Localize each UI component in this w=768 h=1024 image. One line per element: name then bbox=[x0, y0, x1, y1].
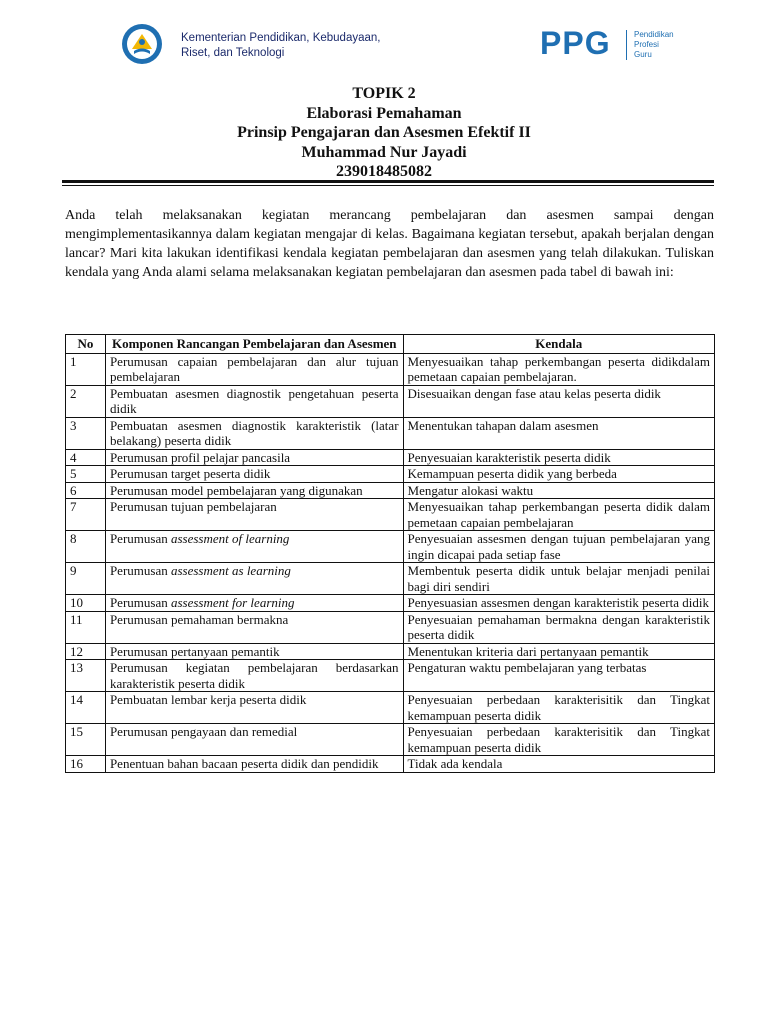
header-no: No bbox=[66, 335, 106, 354]
komponen-cell bbox=[105, 563, 403, 595]
kendala-table bbox=[65, 334, 715, 773]
table-row bbox=[66, 692, 715, 724]
kendala-cell: Pengaturan waktu pembelajaran yang terbatas bbox=[403, 660, 714, 692]
ppg-sub-line-2: Profesi bbox=[634, 40, 659, 49]
author-id: 239018485082 bbox=[336, 163, 432, 180]
ppg-logo-divider bbox=[626, 30, 627, 60]
komponen-text: Perumusan bbox=[109, 595, 171, 610]
row-number: 2 bbox=[66, 385, 106, 417]
ministry-name bbox=[181, 31, 380, 61]
ppg-logo: PPG bbox=[540, 25, 611, 61]
row-number: 15 bbox=[66, 724, 106, 756]
komponen-cell: Perumusan capaian pembelajaran dan alur tujuan pembelajaran bbox=[105, 353, 403, 385]
ppg-subtitle bbox=[634, 30, 674, 60]
kemendikbud-logo-icon bbox=[118, 22, 166, 66]
table-row bbox=[66, 724, 715, 756]
page-header bbox=[0, 0, 768, 80]
komponen-cell bbox=[105, 531, 403, 563]
row-number: 13 bbox=[66, 660, 106, 692]
course-title: Prinsip Pengajaran dan Asesmen Efektif II bbox=[237, 124, 531, 141]
table-header-row bbox=[66, 335, 715, 354]
kendala-cell: Penyesuaian perbedaan karakterisitik dan Tingkat kemampuan peserta didik bbox=[403, 692, 714, 724]
komponen-cell: Perumusan tujuan pembelajaran bbox=[105, 499, 403, 531]
komponen-cell: Penentuan bahan bacaan peserta didik dan pendidik bbox=[105, 756, 403, 773]
table-row bbox=[66, 531, 715, 563]
table-row bbox=[66, 449, 715, 466]
komponen-italic-term: assessment of learning bbox=[170, 531, 290, 546]
row-number: 11 bbox=[66, 611, 106, 643]
header-kendala: Kendala bbox=[403, 335, 714, 354]
komponen-text: Perumusan bbox=[109, 531, 171, 546]
kendala-cell: Menentukan kriteria dari pertanyaan pemantik bbox=[403, 643, 714, 660]
table-row bbox=[66, 466, 715, 483]
header-komponen: Komponen Rancangan Pembelajaran dan Asesmen bbox=[105, 335, 403, 354]
row-number: 6 bbox=[66, 482, 106, 499]
komponen-cell: Perumusan target peserta didik bbox=[105, 466, 403, 483]
topic-title: TOPIK 2 bbox=[352, 85, 416, 102]
table-row bbox=[66, 417, 715, 449]
ppg-sub-line-3: Guru bbox=[634, 50, 652, 59]
title-rule-thick bbox=[62, 180, 714, 183]
kendala-cell: Penyesuaian assesmen dengan tujuan pembelajaran yang ingin dicapai pada setiap fase bbox=[403, 531, 714, 563]
table-row bbox=[66, 595, 715, 612]
row-number: 8 bbox=[66, 531, 106, 563]
kendala-cell: Membentuk peserta didik untuk belajar menjadi penilai bagi diri sendiri bbox=[403, 563, 714, 595]
komponen-cell: Pembuatan asesmen diagnostik pengetahuan peserta didik bbox=[105, 385, 403, 417]
title-block bbox=[0, 84, 768, 182]
row-number: 1 bbox=[66, 353, 106, 385]
table-row bbox=[66, 643, 715, 660]
komponen-cell: Perumusan pengayaan dan remedial bbox=[105, 724, 403, 756]
kendala-cell: Menyesuaikan tahap perkembangan peserta didikdalam pemetaan capaian pembelajaran. bbox=[403, 353, 714, 385]
row-number: 14 bbox=[66, 692, 106, 724]
kendala-cell: Menyesuaikan tahap perkembangan peserta didik dalam pemetaan capaian pembelajaran bbox=[403, 499, 714, 531]
kendala-cell: Penyesuaian perbedaan karakterisitik dan Tingkat kemampuan peserta didik bbox=[403, 724, 714, 756]
ppg-sub-line-1: Pendidikan bbox=[634, 30, 674, 39]
table-row bbox=[66, 563, 715, 595]
ministry-line-1: Kementerian Pendidikan, Kebudayaan, bbox=[181, 32, 381, 44]
table-row bbox=[66, 482, 715, 499]
row-number: 5 bbox=[66, 466, 106, 483]
komponen-cell: Perumusan profil pelajar pancasila bbox=[105, 449, 403, 466]
intro-paragraph: Anda telah melaksanakan kegiatan merancang pembelajaran dan asesmen sampai dengan mengimplementasikannya dalam kegiatan mengajar di kelas. Bagaimana kegiatan tersebut, apakah berjalan dengan lancar? Mari kita lakukan identifikasi kendala kegiatan pembelajaran dan asesmen yang telah dilakukan. Tuliskan kendala yang Anda alami selama melaksanakan kegiatan pembelajaran dan asesmen pada tabel di bawah ini: bbox=[65, 208, 714, 280]
table-row bbox=[66, 353, 715, 385]
table-row bbox=[66, 499, 715, 531]
row-number: 3 bbox=[66, 417, 106, 449]
author-name: Muhammad Nur Jayadi bbox=[301, 143, 467, 161]
row-number: 7 bbox=[66, 499, 106, 531]
table-row bbox=[66, 756, 715, 773]
komponen-cell: Perumusan kegiatan pembelajaran berdasarkan karakteristik peserta didik bbox=[105, 660, 403, 692]
komponen-italic-term: assessment for learning bbox=[170, 595, 295, 610]
ministry-line-2: Riset, dan Teknologi bbox=[181, 47, 285, 59]
subtitle: Elaborasi Pemahaman bbox=[306, 104, 462, 122]
table-row bbox=[66, 660, 715, 692]
komponen-cell: Perumusan model pembelajaran yang digunakan bbox=[105, 482, 403, 499]
kendala-cell: Disesuaikan dengan fase atau kelas peserta didik bbox=[403, 385, 714, 417]
komponen-cell bbox=[105, 595, 403, 612]
komponen-cell: Perumusan pertanyaan pemantik bbox=[105, 643, 403, 660]
kendala-cell: Kemampuan peserta didik yang berbeda bbox=[403, 466, 714, 483]
table-row bbox=[66, 385, 715, 417]
kendala-cell: Mengatur alokasi waktu bbox=[403, 482, 714, 499]
komponen-cell: Pembuatan asesmen diagnostik karakteristik (latar belakang) peserta didik bbox=[105, 417, 403, 449]
row-number: 16 bbox=[66, 756, 106, 773]
kendala-cell: Tidak ada kendala bbox=[403, 756, 714, 773]
kendala-cell: Penyesuasian assesmen dengan karakteristik peserta didik bbox=[403, 595, 714, 612]
kendala-cell: Penyesuaian karakteristik peserta didik bbox=[403, 449, 714, 466]
row-number: 9 bbox=[66, 563, 106, 595]
komponen-cell: Perumusan pemahaman bermakna bbox=[105, 611, 403, 643]
row-number: 10 bbox=[66, 595, 106, 612]
kendala-cell: Penyesuaian pemahaman bermakna dengan karakteristik peserta didik bbox=[403, 611, 714, 643]
komponen-cell: Pembuatan lembar kerja peserta didik bbox=[105, 692, 403, 724]
title-rule-thin bbox=[62, 185, 714, 186]
row-number: 12 bbox=[66, 643, 106, 660]
kendala-cell: Menentukan tahapan dalam asesmen bbox=[403, 417, 714, 449]
row-number: 4 bbox=[66, 449, 106, 466]
komponen-text: Perumusan bbox=[109, 563, 171, 578]
komponen-italic-term: assessment as learning bbox=[170, 563, 291, 578]
table-row bbox=[66, 611, 715, 643]
